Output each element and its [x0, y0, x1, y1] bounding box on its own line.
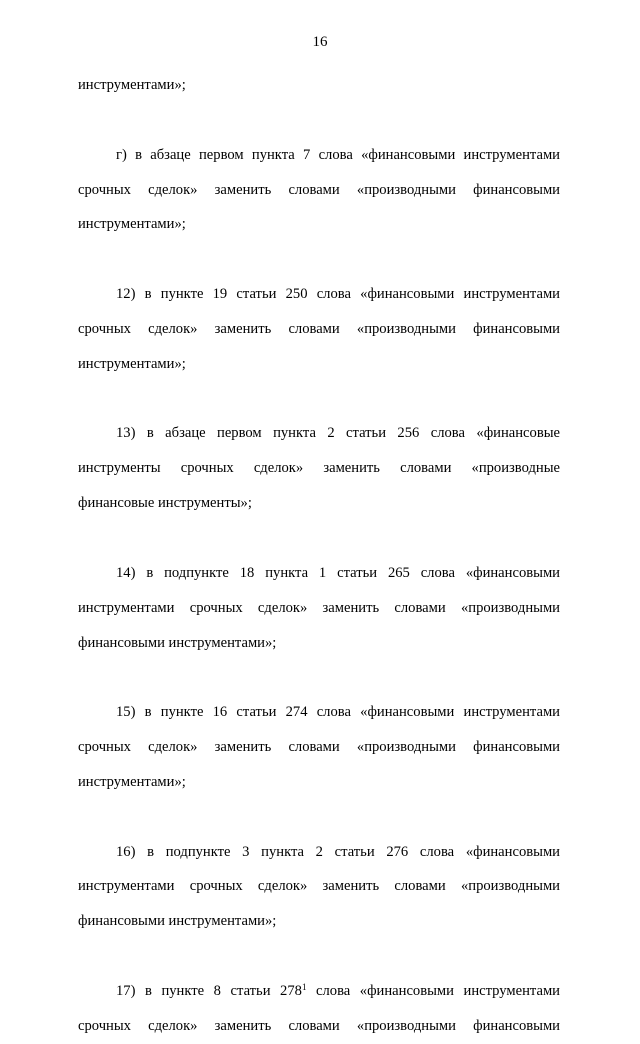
paragraph-gap: [78, 382, 560, 417]
paragraph-gap: [78, 660, 560, 695]
item-17-prefix: 17) в пункте 8 статьи 278: [116, 982, 302, 999]
item-13-line-2: инструменты срочных сделок» заменить словами «производные: [78, 460, 560, 477]
article-superscript: 1: [301, 982, 307, 992]
item-16-line-2: инструментами срочных сделок» заменить словами «производными: [78, 878, 560, 895]
paragraph-gap: [78, 103, 560, 138]
paragraph-gap: [78, 242, 560, 277]
item-12-line-3: инструментами»;: [78, 355, 186, 372]
item-15-line-3: инструментами»;: [78, 773, 186, 790]
continuation-line: инструментами»;: [78, 77, 186, 93]
item-g-line-1: г) в абзаце первом пункта 7 слова «финансовыми инструментами: [116, 146, 560, 163]
item-12-line-2: срочных сделок» заменить словами «производными финансовыми: [78, 320, 560, 337]
item-13-line-1: 13) в абзаце первом пункта 2 статьи 256 слова «финансовые: [116, 425, 560, 442]
item-16-line-1: 16) в подпункте 3 пункта 2 статьи 276 слова «финансовыми: [116, 843, 560, 860]
item-15-line-1: 15) в пункте 16 статьи 274 слова «финансовыми инструментами: [116, 704, 560, 721]
item-16-line-3: финансовыми инструментами»;: [78, 913, 277, 930]
item-12-line-1: 12) в пункте 19 статьи 250 слова «финансовыми инструментами: [116, 286, 560, 303]
item-g-line-3: инструментами»;: [78, 216, 186, 233]
item-13-line-3: финансовые инструменты»;: [78, 495, 252, 512]
item-14-line-2: инструментами срочных сделок» заменить словами «производными: [78, 599, 560, 616]
paragraph-gap: [78, 800, 560, 835]
item-17-line-1: [78, 974, 560, 1009]
item-14-line-1: 14) в подпункте 18 пункта 1 статьи 265 слова «финансовыми: [116, 564, 560, 581]
paragraph-gap: [78, 939, 560, 974]
document-body: [78, 68, 560, 1044]
item-g-line-2: срочных сделок» заменить словами «производными финансовыми: [78, 181, 560, 198]
item-17-line-2: срочных сделок» заменить словами «производными финансовыми: [78, 1017, 560, 1034]
page-number: 16: [312, 34, 328, 50]
item-14-line-3: финансовыми инструментами»;: [78, 634, 277, 651]
item-17-suffix: слова «финансовыми инструментами: [306, 982, 560, 999]
paragraph-gap: [78, 521, 560, 556]
item-15-line-2: срочных сделок» заменить словами «производными финансовыми: [78, 739, 560, 756]
